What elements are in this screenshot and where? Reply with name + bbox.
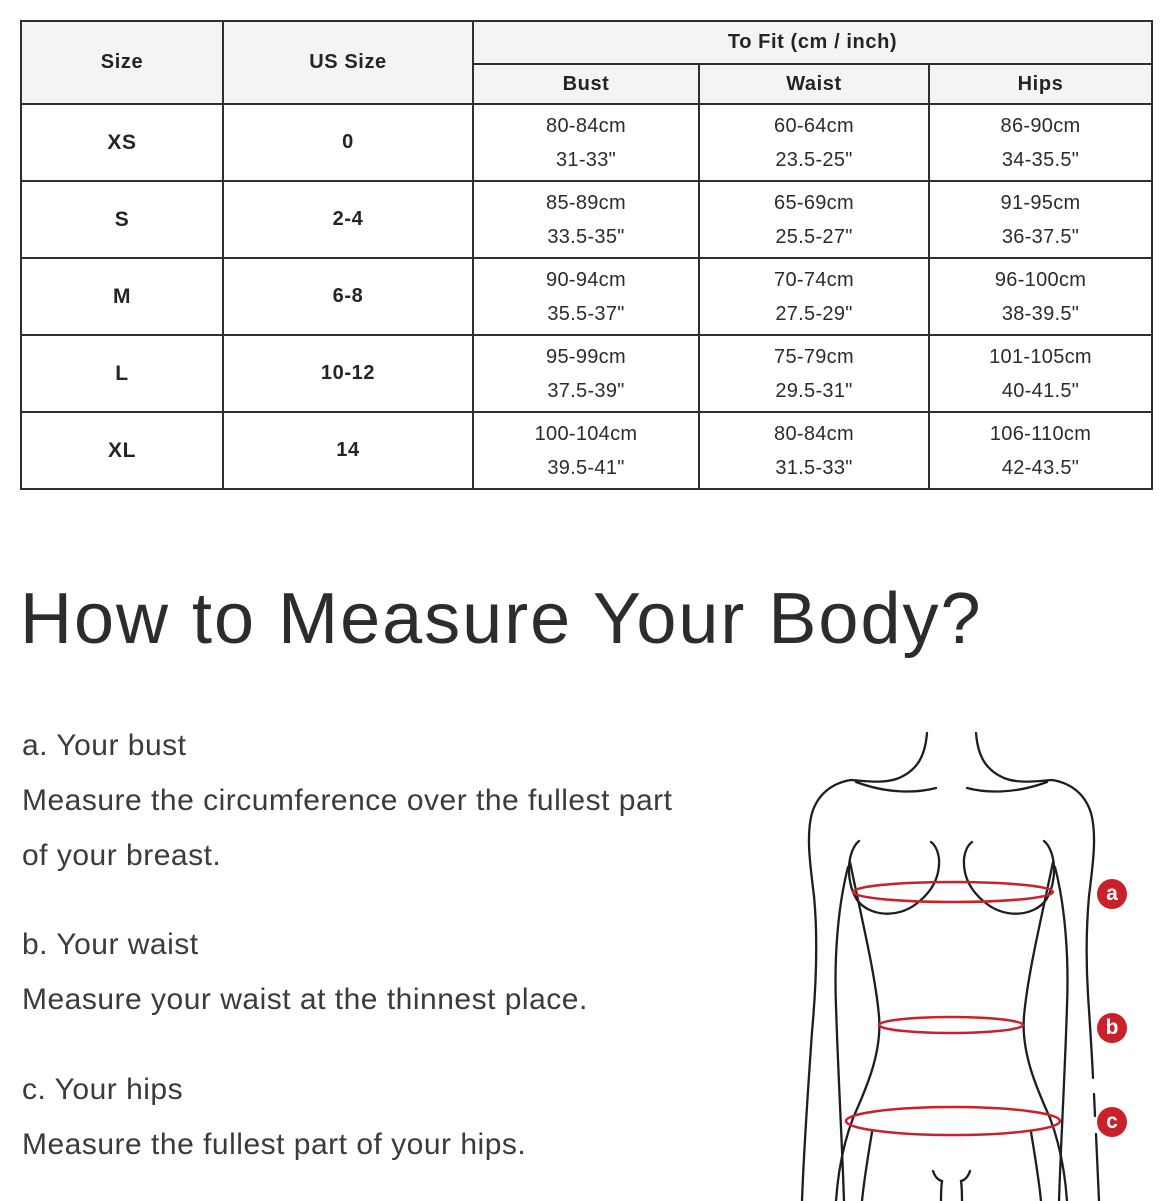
- body-diagram: [780, 720, 1170, 1201]
- bust-cm: 85-89cm: [546, 191, 626, 214]
- waist-inch: 31.5-33": [775, 456, 853, 479]
- col-header-size: Size: [21, 21, 223, 104]
- bust-inch: 39.5-41": [547, 456, 625, 479]
- hips-inch: 36-37.5": [1001, 225, 1080, 248]
- bust-inch: 37.5-39": [547, 379, 625, 402]
- navel-line: [961, 1171, 970, 1201]
- page-title: How to Measure Your Body?: [20, 579, 983, 659]
- hips-inch: 42-43.5": [1001, 456, 1080, 479]
- badge-b: b: [1097, 1013, 1127, 1043]
- waist-cm: 60-64cm: [774, 114, 854, 137]
- instruction-line: Measure the circumference over the fullest part: [22, 784, 673, 817]
- waist-inch: 25.5-27": [775, 225, 853, 248]
- hips-cm: 106-110cm: [989, 422, 1092, 445]
- col-header-us-size: US Size: [223, 21, 473, 104]
- waist-cm: 65-69cm: [774, 191, 854, 214]
- bust-inch: 33.5-35": [547, 225, 625, 248]
- us-size-cell: 10-12: [223, 335, 473, 412]
- right-outline-dash: [1096, 1134, 1099, 1201]
- right-outline-dash: [1094, 1094, 1095, 1116]
- waist-cell: [699, 181, 929, 258]
- bust-cm: 80-84cm: [546, 114, 626, 137]
- size-cell: XL: [21, 412, 223, 489]
- table-row-xl: [21, 412, 1152, 489]
- us-size-cell: 0: [223, 104, 473, 181]
- col-header-to-fit: To Fit (cm / inch): [473, 21, 1152, 64]
- col-header-waist: Waist: [699, 64, 929, 104]
- table-row-m: [21, 258, 1152, 335]
- right-inner-arm-line: [1055, 867, 1068, 1201]
- navel-line: [933, 1171, 942, 1201]
- waist-cell: [699, 335, 929, 412]
- bust-measure-line: [853, 882, 1053, 902]
- bust-cm: 100-104cm: [534, 422, 638, 445]
- left-shoulder-line: [856, 782, 936, 792]
- hips-cell: [929, 335, 1152, 412]
- waist-cm: 80-84cm: [774, 422, 854, 445]
- bust-inch: 35.5-37": [547, 302, 625, 325]
- bust-inch: 31-33": [555, 148, 617, 171]
- hips-cm: 101-105cm: [989, 345, 1092, 368]
- waist-cell: [699, 104, 929, 181]
- hips-cell: [929, 104, 1152, 181]
- bust-cell: [473, 412, 699, 489]
- left-inner-arm-line: [836, 867, 849, 1201]
- waist-cm: 75-79cm: [774, 345, 854, 368]
- size-chart-table: [20, 20, 1153, 490]
- right-outline: [976, 733, 1094, 1078]
- hips-inch: 40-41.5": [1001, 379, 1080, 402]
- col-header-hips: Hips: [929, 64, 1152, 104]
- table-row-l: [21, 335, 1152, 412]
- instruction-waist: [22, 917, 812, 1027]
- instruction-line: Measure the fullest part of your hips.: [22, 1128, 527, 1161]
- bust-cell: [473, 181, 699, 258]
- hips-cell: [929, 258, 1152, 335]
- bust-cell: [473, 335, 699, 412]
- instruction-label: a. Your bust: [22, 729, 187, 762]
- instruction-line: Measure your waist at the thinnest place.: [22, 983, 588, 1016]
- us-size-cell: 2-4: [223, 181, 473, 258]
- waist-cm: 70-74cm: [774, 268, 854, 291]
- table-row-s: [21, 181, 1152, 258]
- size-cell: L: [21, 335, 223, 412]
- instruction-label: c. Your hips: [22, 1073, 184, 1106]
- instruction-label: b. Your waist: [22, 928, 199, 961]
- bust-cm: 95-99cm: [546, 345, 626, 368]
- waist-inch: 27.5-29": [775, 302, 853, 325]
- size-cell: S: [21, 181, 223, 258]
- badge-c: c: [1097, 1107, 1127, 1137]
- us-size-cell: 14: [223, 412, 473, 489]
- hips-cell: [929, 181, 1152, 258]
- badge-a: a: [1097, 879, 1127, 909]
- hips-cell: [929, 412, 1152, 489]
- table-row-xs: [21, 104, 1152, 181]
- instruction-hips: [22, 1062, 812, 1172]
- hips-inch: 38-39.5": [1001, 302, 1080, 325]
- right-inner-thigh-line: [1031, 1132, 1041, 1201]
- hips-inch: 34-35.5": [1001, 148, 1080, 171]
- instruction-line: of your breast.: [22, 839, 222, 872]
- us-size-cell: 6-8: [223, 258, 473, 335]
- waist-measure-line: [879, 1017, 1023, 1033]
- instruction-bust: [22, 718, 812, 883]
- col-header-bust: Bust: [473, 64, 699, 104]
- waist-inch: 23.5-25": [775, 148, 853, 171]
- size-cell: XS: [21, 104, 223, 181]
- bust-cell: [473, 104, 699, 181]
- waist-cell: [699, 412, 929, 489]
- waist-inch: 29.5-31": [775, 379, 853, 402]
- hips-cm: 86-90cm: [1000, 114, 1081, 137]
- waist-cell: [699, 258, 929, 335]
- left-outline: [802, 733, 927, 1201]
- left-inner-thigh-line: [862, 1132, 872, 1201]
- hips-measure-line: [846, 1107, 1060, 1135]
- hips-cm: 96-100cm: [994, 268, 1087, 291]
- right-shoulder-line: [967, 782, 1047, 792]
- bust-cm: 90-94cm: [546, 268, 626, 291]
- bust-cell: [473, 258, 699, 335]
- hips-cm: 91-95cm: [1000, 191, 1081, 214]
- size-cell: M: [21, 258, 223, 335]
